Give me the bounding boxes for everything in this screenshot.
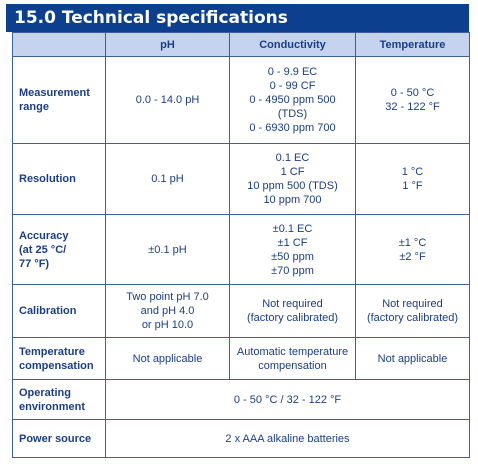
label-line: range — [19, 101, 49, 113]
row-label — [13, 285, 106, 338]
cell-conductivity — [230, 338, 356, 380]
value-line: Not applicable — [132, 352, 203, 365]
row-power-source — [13, 420, 470, 458]
row-label — [13, 380, 106, 420]
row-label — [13, 215, 106, 285]
value-line: 0.1 pH — [151, 173, 184, 185]
cell-temperature — [356, 57, 470, 144]
value-line: 0 - 50 °C — [390, 87, 435, 99]
cell-ph — [106, 338, 230, 380]
value-line: 10 ppm 700 — [263, 194, 322, 206]
value-line: ±50 ppm — [271, 250, 314, 263]
row-measurement-range — [13, 57, 470, 144]
value-line: Not required — [262, 298, 323, 310]
cell-merged-value — [106, 380, 470, 420]
label-line: Resolution — [19, 173, 76, 185]
cell-conductivity — [230, 57, 356, 144]
value-line: ±0.1 EC — [272, 222, 313, 235]
value-line: (TDS) — [277, 108, 308, 120]
header-row — [13, 33, 470, 57]
value-line: 0.0 - 14.0 pH — [135, 94, 200, 106]
cell-merged-value — [106, 420, 470, 458]
cell-conductivity — [230, 144, 356, 215]
row-temperature-compensation — [13, 338, 470, 380]
value-line: and pH 4.0 — [140, 305, 195, 317]
row-label — [13, 144, 106, 215]
value-line: ±1 °C — [398, 236, 427, 249]
cell-temperature — [356, 285, 470, 338]
value-line: Automatic temperature — [236, 345, 349, 358]
value-line: ±0.1 pH — [148, 243, 187, 256]
value-line: compensation — [258, 359, 327, 372]
value-line: Two point pH 7.0 — [126, 291, 209, 303]
row-label — [13, 338, 106, 380]
label-line: compensation — [19, 359, 94, 372]
label-line: Measurement — [19, 87, 90, 99]
value-line: 32 - 122 °F — [385, 101, 440, 113]
row-operating-environment — [13, 380, 470, 420]
spec-table — [12, 32, 470, 458]
value-line: 10 ppm 500 (TDS) — [247, 180, 338, 192]
cell-ph — [106, 215, 230, 285]
value-line: 1 CF — [280, 166, 305, 178]
header-corner — [13, 33, 106, 57]
value-line: 0 - 9.9 EC — [267, 66, 318, 78]
cell-temperature — [356, 144, 470, 215]
cell-ph — [106, 57, 230, 144]
row-accuracy — [13, 215, 470, 285]
value-line: (factory calibrated) — [366, 312, 459, 324]
row-resolution — [13, 144, 470, 215]
value-line: 0 - 4950 ppm 500 — [249, 94, 336, 106]
cell-conductivity — [230, 285, 356, 338]
header-ph: pH — [106, 33, 230, 57]
value-line: Not required — [382, 298, 443, 310]
header-temperature: Temperature — [356, 33, 470, 57]
label-line: (at 25 °C/ — [19, 243, 67, 256]
value-line: 0 - 99 CF — [269, 80, 316, 92]
value-line: ±1 CF — [277, 236, 308, 249]
header-conductivity: Conductivity — [230, 33, 356, 57]
value-line: 0 - 50 °C / 32 - 122 °F — [233, 393, 342, 406]
label-line: Power source — [19, 432, 92, 445]
label-line: Operating — [19, 386, 71, 399]
cell-ph — [106, 144, 230, 215]
value-line: Not applicable — [377, 352, 448, 365]
cell-ph — [106, 285, 230, 338]
value-line: 0.1 EC — [275, 152, 310, 164]
label-line: Accuracy — [19, 229, 69, 242]
label-line: Temperature — [19, 345, 85, 358]
value-line: or pH 10.0 — [141, 319, 194, 331]
section-title: 15.0 Technical specifications — [6, 4, 469, 32]
value-line: ±70 ppm — [271, 264, 314, 277]
cell-temperature — [356, 338, 470, 380]
row-calibration — [13, 285, 470, 338]
label-line: 77 °F) — [19, 257, 50, 270]
label-line: environment — [19, 400, 86, 413]
cell-temperature — [356, 215, 470, 285]
value-line: 0 - 6930 ppm 700 — [249, 122, 336, 134]
value-line: ±2 °F — [399, 250, 426, 263]
cell-conductivity — [230, 215, 356, 285]
value-line: (factory calibrated) — [246, 312, 339, 324]
row-label — [13, 420, 106, 458]
value-line: 1 °C — [401, 166, 424, 178]
label-line: Calibration — [19, 305, 77, 317]
row-label — [13, 57, 106, 144]
value-line: 2 x AAA alkaline batteries — [225, 432, 350, 445]
value-line: 1 °F — [402, 180, 423, 192]
